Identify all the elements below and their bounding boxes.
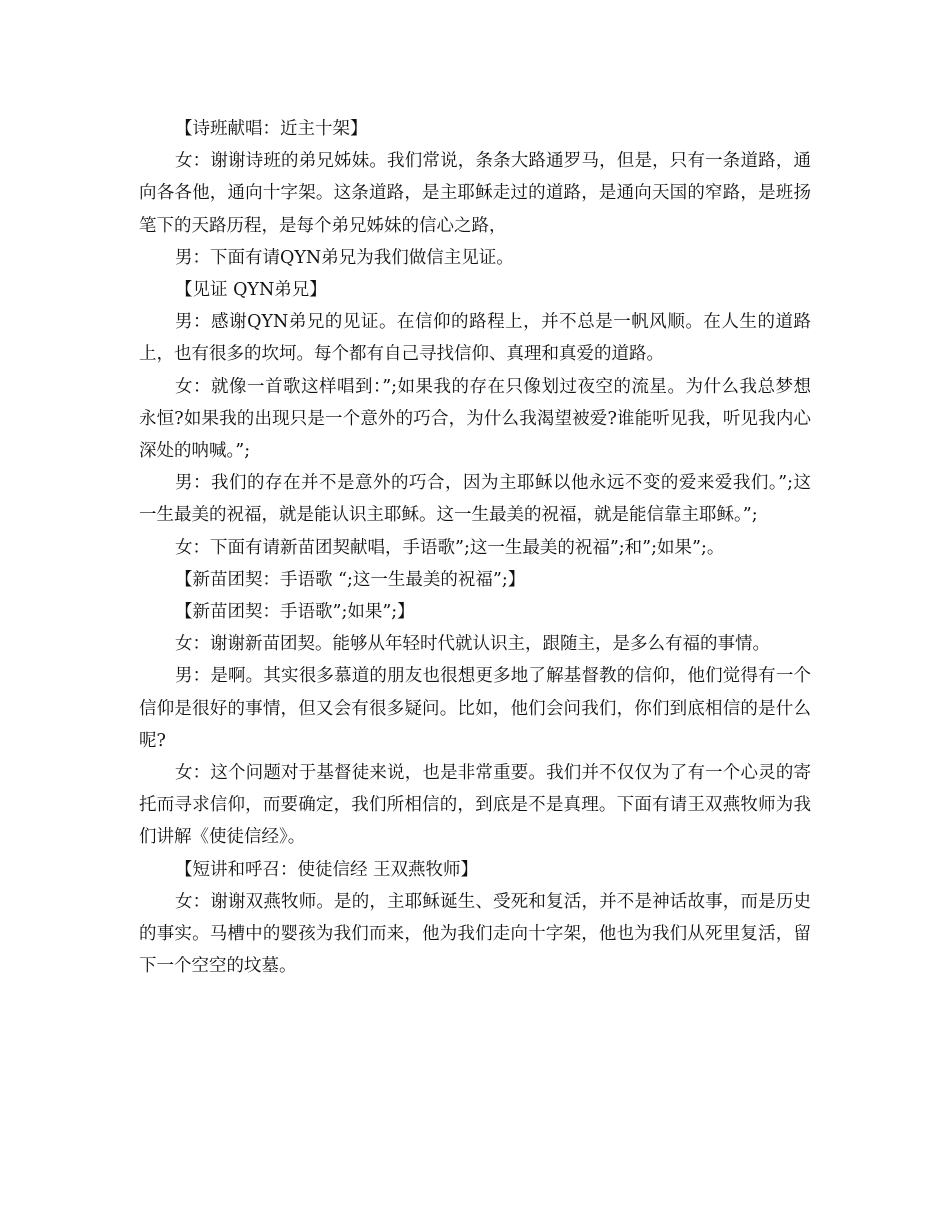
paragraph-hymn-heading: 【诗班献唱：近主十架】 — [175, 119, 368, 139]
paragraph-dialogue: 男：是啊。其实很多慕道的朋友也很想更多地了解基督教的信仰，他们觉得有一个信仰是很好的事情，但又会有很多疑问。比如，他们会问我们，你们到底相信的是什么呢? — [139, 666, 811, 751]
paragraph-song-heading: 【新苗团契：手语歌 “;这一生最美的祝福”;】 — [175, 569, 526, 590]
paragraph-dialogue: 男：感谢QYN弟兄的见证。在信仰的路程上，并不总是一帆风顺。在人生的道路上，也有很多的坎坷。每个都有自己寻找信仰、真理和真爱的道路。 — [139, 312, 811, 365]
paragraph-dialogue: 女：谢谢双燕牧师。是的，主耶稣诞生、受死和复活，并不是神话故事，而是历史的事实。马槽中的婴孩为我们而来，他为我们走向十字架，他也为我们从死里复活，留下一个空空的坟墓。 — [139, 891, 811, 977]
paragraph-dialogue: 女：下面有请新苗团契献唱，手语歌”;这一生最美的祝福”;和”;如果”;。 — [175, 537, 725, 558]
paragraph-dialogue: 女：谢谢新苗团契。能够从年轻时代就认识主，跟随主，是多么有福的事情。 — [175, 634, 770, 655]
paragraph-dialogue: 男：下面有请QYN弟兄为我们做信主见证。 — [175, 247, 514, 268]
paragraph-dialogue: 女：谢谢诗班的弟兄姊妹。我们常说，条条大路通罗马，但是，只有一条道路，通向各各他，通向十字架。这条道路，是主耶稣走过的道路，是通向天国的窄路，是班扬笔下的天路历程，是每个弟兄姊妹的信心之路， — [139, 151, 811, 236]
paragraph-dialogue: 男：我们的存在并不是意外的巧合，因为主耶稣以他永远不变的爱来爱我们。”;这一生最美的祝福，就是能认识主耶稣。这一生最美的祝福，就是能信靠主耶稣。”; — [139, 473, 811, 526]
paragraph-sermon-heading: 【短讲和呼召：使徒信经 王双燕牧师】 — [175, 859, 479, 880]
paragraph-dialogue: 女：就像一首歌这样唱到：”;如果我的存在只像划过夜空的流星。为什么我总梦想永恒?如果我的出现只是一个意外的巧合，为什么我渴望被爱?谁能听见我，听见我内心深处的呐喊。”; — [139, 376, 811, 462]
paragraph-testimony-heading: 【见证 QYN弟兄】 — [175, 280, 327, 301]
document-body — [139, 113, 811, 982]
paragraph-dialogue: 女：这个问题对于基督徒来说，也是非常重要。我们并不仅仅为了有一个心灵的寄托而寻求信仰，而要确定，我们所相信的，到底是不是真理。下面有请王双燕牧师为我们讲解《使徒信经》。 — [139, 763, 811, 848]
paragraph-song-heading: 【新苗团契：手语歌”;如果”;】 — [175, 602, 415, 623]
